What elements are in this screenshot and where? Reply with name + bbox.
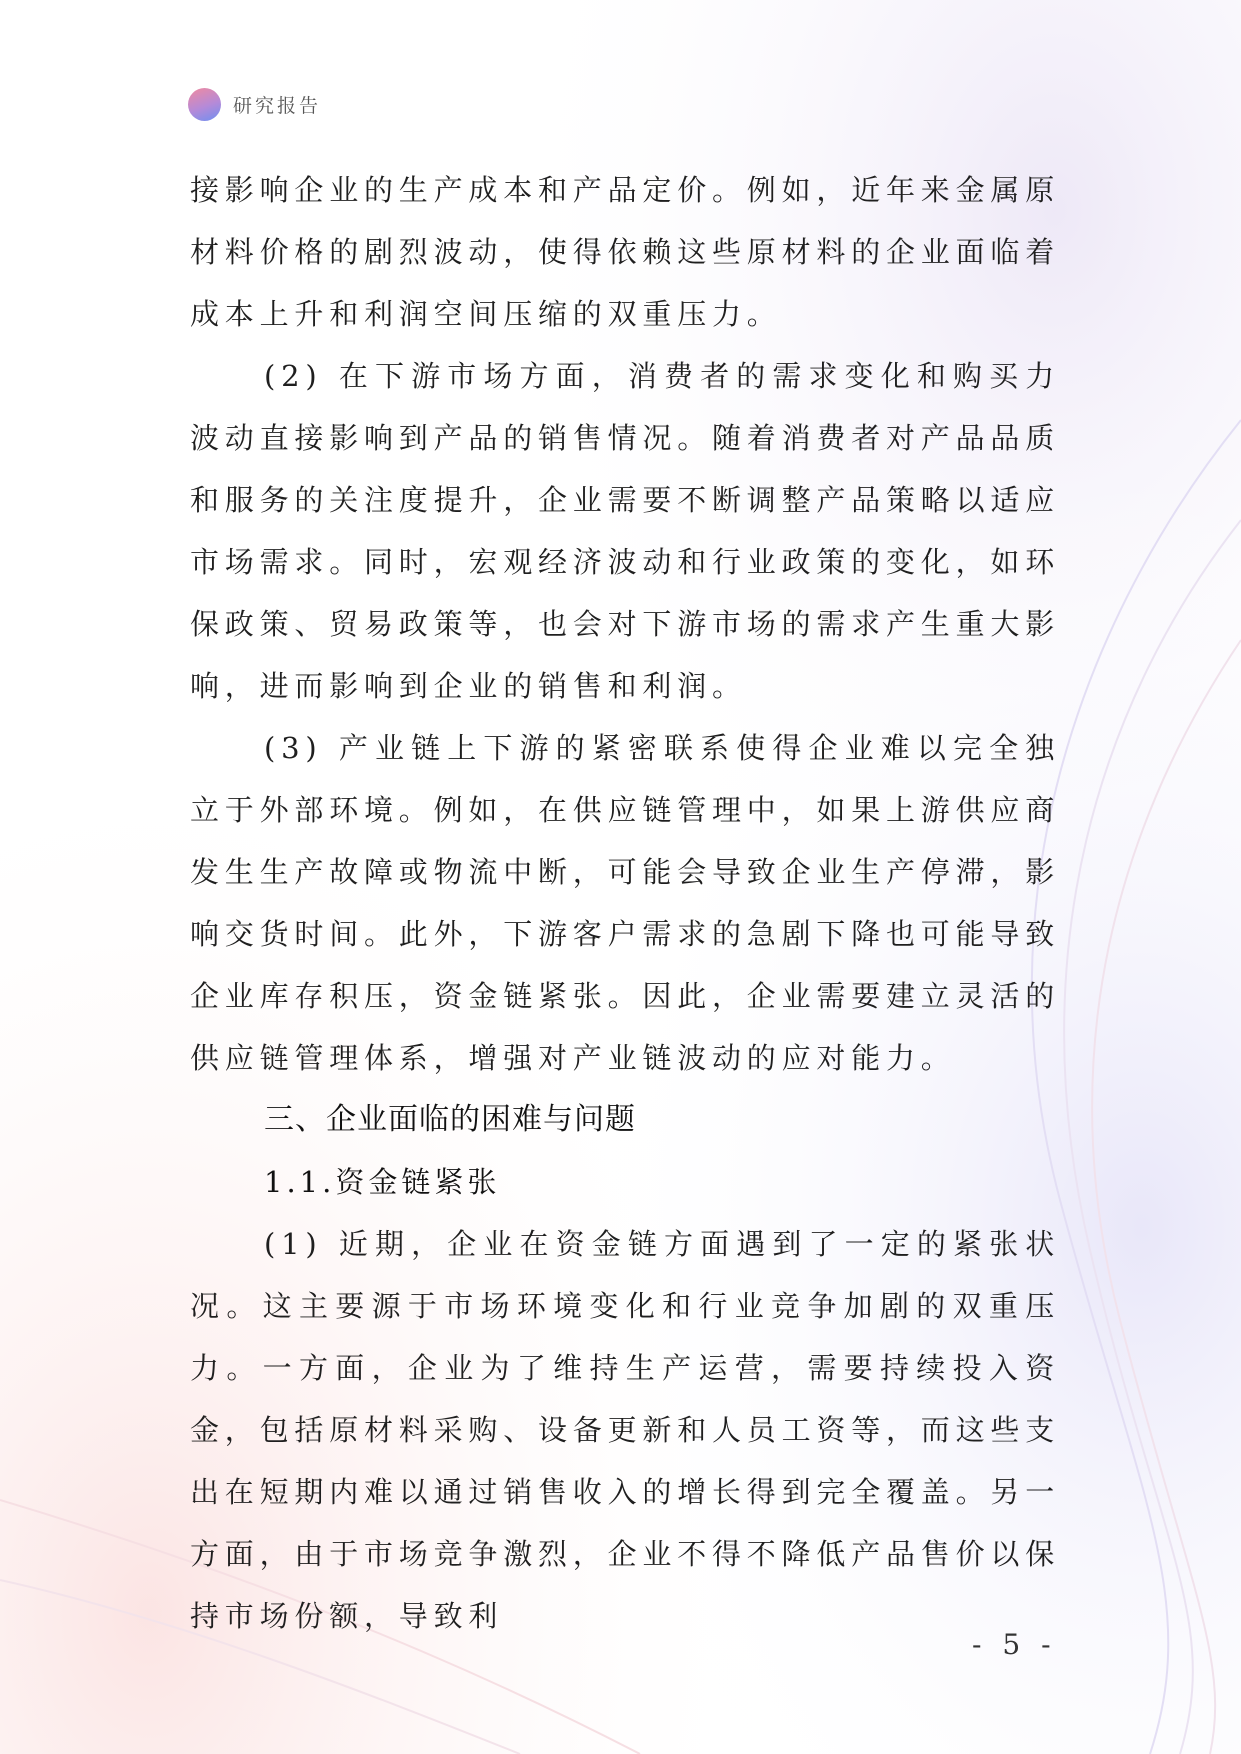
brand-logo-icon bbox=[188, 88, 221, 121]
paragraph-4: (1) 近期，企业在资金链方面遇到了一定的紧张状况。这主要源于市场环境变化和行业竞争加剧的双重压力。一方面，企业为了维持生产运营，需要持续投入资金，包括原材料采购、设备更新和人员工资等，而这些支出在短期内难以通过销售收入的增长得到完全覆盖。另一方面，由于市场竞争激烈，企业不得不降低产品售价以保持市场份额，导致利 bbox=[190, 1227, 1061, 1633]
subsection-heading: 1.1.资金链紧张 bbox=[264, 1165, 501, 1199]
header-brand: 研究报告 bbox=[233, 94, 322, 117]
section-heading: 三、企业面临的困难与问题 bbox=[264, 1102, 636, 1137]
paragraph-2: (2) 在下游市场方面，消费者的需求变化和购买力波动直接影响到产品的销售情况。随着消费者对产品品质和服务的关注度提升，企业需要不断调整产品策略以适应市场需求。同时，宏观经济波动和行业政策的变化，如环保政策、贸易政策等，也会对下游市场的需求产生重大影响，进而影响到企业的销售和利润。 bbox=[190, 359, 1061, 703]
page-number: - 5 - bbox=[972, 1628, 1057, 1661]
paragraph-1: 接影响企业的生产成本和产品定价。例如，近年来金属原材料价格的剧烈波动，使得依赖这些原材料的企业面临着成本上升和利润空间压缩的双重压力。 bbox=[190, 173, 1061, 331]
document-body bbox=[190, 159, 1060, 1647]
paragraph-3: (3) 产业链上下游的紧密联系使得企业难以完全独立于外部环境。例如，在供应链管理中，如果上游供应商发生生产故障或物流中断，可能会导致企业生产停滞，影响交货时间。此外，下游客户需求的急剧下降也可能导致企业库存积压，资金链紧张。因此，企业需要建立灵活的供应链管理体系，增强对产业链波动的应对能力。 bbox=[190, 731, 1061, 1075]
page-header bbox=[188, 87, 321, 121]
